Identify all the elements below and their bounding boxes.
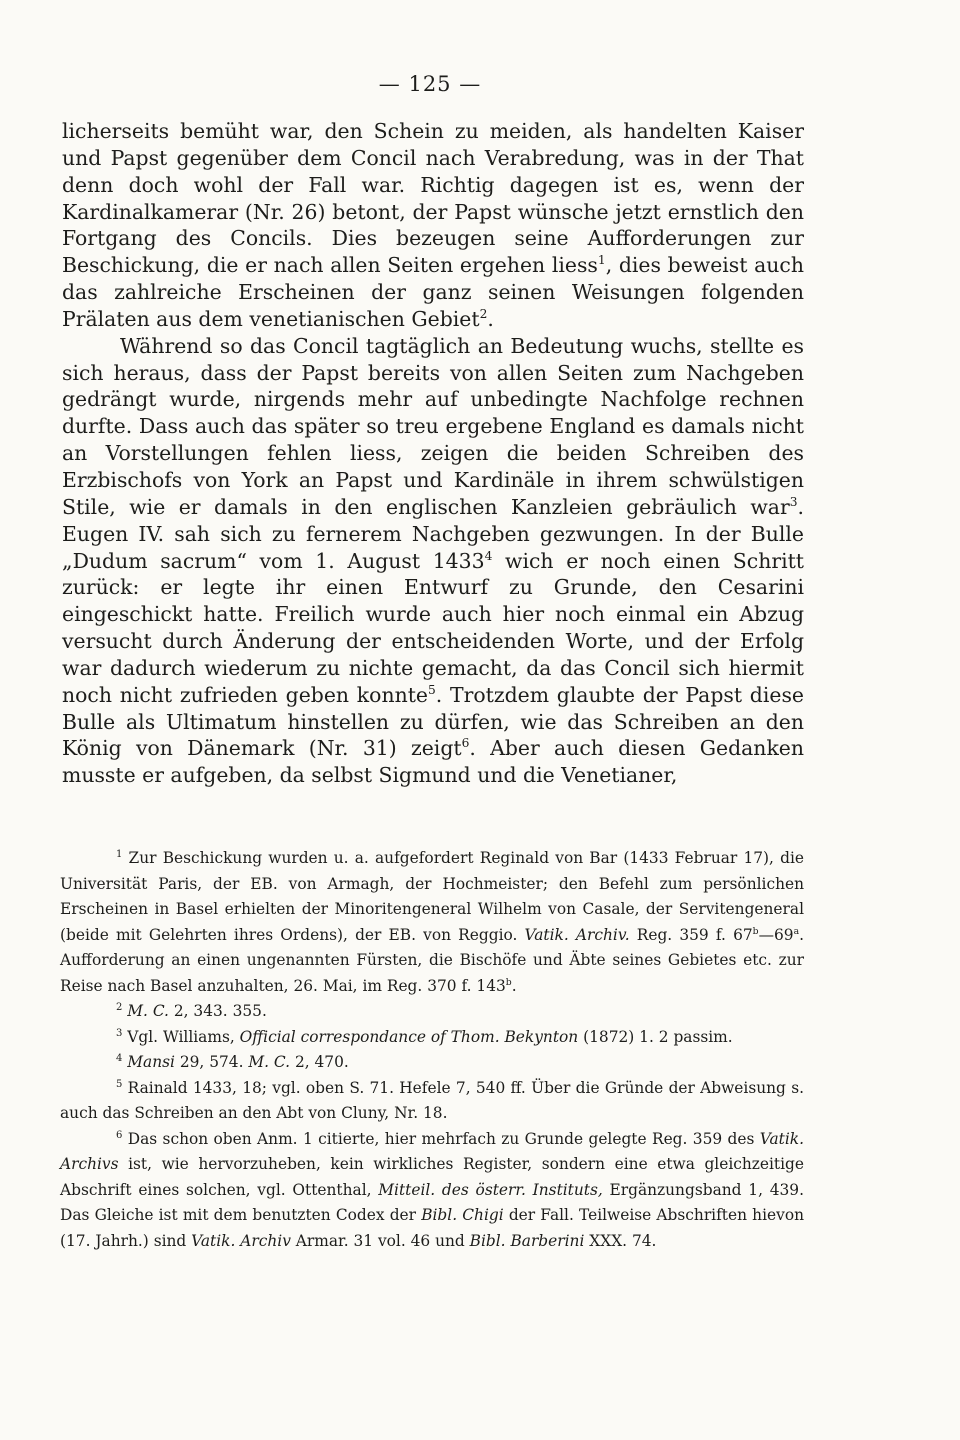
text-run: Vgl. Williams, [122, 1027, 240, 1046]
text-run: (1872) 1. 2 passim. [578, 1027, 733, 1046]
text-run: 2, 470. [290, 1053, 349, 1071]
footnotes [60, 846, 804, 1254]
italic-run: Mansi [127, 1053, 175, 1071]
text-run: . [511, 976, 517, 995]
footnote-5 [60, 1076, 804, 1127]
footnote-ref: 6 [461, 736, 470, 751]
italic-run: Mitteil. des österr. Instituts, [378, 1180, 603, 1199]
text-run: Ergänzungsband 1, 439. Das Gleiche ist mit dem benutzten Codex der [60, 1180, 804, 1224]
text-run: Reg. 359 f. 67 [629, 925, 753, 944]
text-run: 29, 574. [174, 1053, 249, 1071]
footnote-6 [60, 1127, 804, 1255]
italic-run: M. C. [248, 1053, 291, 1071]
text-run: 2, 343. 355. [168, 1002, 267, 1020]
text-run: der Fall. Teilweise Abschriften hievon (17. Jahrh.) sind [60, 1206, 804, 1250]
superscript: b [752, 925, 759, 937]
text-run: —69 [758, 925, 794, 944]
footnote-mark: 3 [116, 1027, 123, 1039]
footnote-mark: 4 [116, 1052, 123, 1064]
footnote-ref: 3 [789, 495, 798, 510]
superscript: b [505, 976, 512, 988]
italic-run: Vatik. Archiv. [524, 925, 630, 944]
superscript: a [793, 925, 800, 937]
text-run: Armar. 31 vol. 46 und [290, 1231, 470, 1250]
main-text [62, 118, 804, 789]
italic-run: Vatik. Archiv [191, 1231, 291, 1250]
text-run: ist, wie hervorzuheben, kein wirkliches Register, sondern eine etwa gleichzeitige Abschrift eines solchen, vgl. Ottenthal, [60, 1155, 804, 1199]
italic-run: M. C. [127, 1002, 169, 1020]
footnote-ref: 1 [597, 253, 606, 268]
text-run: , dies beweist auch das zahlreiche Erscheinen der ganz seinen Weisungen folgenden Prälaten aus dem venetianischen Gebiet [62, 253, 804, 331]
footnote-3 [60, 1025, 804, 1051]
footnote-mark: 6 [116, 1129, 123, 1141]
footnote-mark: 5 [116, 1078, 123, 1090]
italic-run: Bibl. Barberini [469, 1231, 585, 1250]
text-run: Während so das Concil tagtäglich an Bedeutung wuchs, stellte es sich heraus, dass der Papst bereits von allen Seiten zum Nachgeben gedrängt wurde, nirgends mehr auf unbedingte Nachfolge rechnen durfte. Dass auch das später so treu ergebene England es damals nicht an Vorstellungen fehlen liess, zeigen die beiden Schreiben des Erzbischofs von York an Papst und Kardinäle in ihrem schwülstigen Stile, wie er damals in den englischen Kanzleien gebräulich war [62, 333, 804, 519]
text-run: . Aber auch diesen Gedanken musste er aufgeben, da selbst Sigmund und die Venetianer, [62, 736, 804, 788]
text-run: . Trotzdem glaubte der Papst diese Bulle als Ultimatum hinstellen zu dürfen, wie das Schreiben an den König von Dänemark (Nr. 31) zeigt [62, 682, 804, 761]
text-run: Das schon oben Anm. 1 citierte, hier mehrfach zu Grunde gelegte Reg. 359 des [122, 1129, 760, 1148]
text-run: wich er noch einen Schritt zurück: er legte ihr einen Entwurf zu Grunde, den Cesarini eingeschickt hatte. Freilich wurde auch hier noch einmal ein Abzug versucht durch Änderung der entscheidenden Worte, und der Erfolg war dadurch wiederum zu nichte gemacht, da das Concil sich hiermit noch nicht zufrieden geben konnte [62, 548, 804, 707]
footnote-1 [60, 846, 804, 999]
footnote-2 [60, 999, 804, 1025]
footnote-ref: 4 [484, 548, 493, 563]
italic-run: Official correspondance of Thom. Bekynton [239, 1027, 579, 1046]
italic-run: Bibl. Chigi [421, 1206, 504, 1224]
paragraph [62, 118, 804, 333]
footnote-mark: 1 [116, 848, 123, 860]
footnote-mark: 2 [116, 1001, 123, 1013]
text-run: . [487, 306, 494, 331]
footnote-ref: 2 [479, 307, 488, 322]
page-number: — 125 — [378, 72, 482, 96]
footnote-4 [60, 1050, 804, 1076]
text-run: . Eugen IV. sah sich zu fernerem Nachgeben gezwungen. In der Bulle „Dudum sacrum“ vom 1. August 1433 [62, 494, 804, 573]
italic-run: Vatik. Archivs [60, 1129, 804, 1173]
text-run: Rainald 1433, 18; vgl. oben S. 71. Hefele 7, 540 ff. Über die Gründe der Abweisung s. auch das Schreiben an den Abt von Cluny, Nr. 18. [60, 1078, 804, 1122]
paragraph [62, 333, 804, 789]
text-run: XXX. 74. [584, 1231, 657, 1250]
text-run: licherseits bemüht war, den Schein zu meiden, als handelten Kaiser und Papst gegenüber dem Concil nach Verabredung, was in der That denn doch wohl der Fall war. Richtig dagegen ist es, wenn der Kardinalkamerar (Nr. 26) betont, der Papst wünsche jetzt ernstlich den Fortgang des Concils. Dies bezeugen seine Aufforderungen zur Beschickung, die er nach allen Seiten ergehen liess [62, 119, 804, 278]
footnote-ref: 5 [427, 682, 436, 697]
text-run: . Aufforderung an einen ungenannten Fürsten, die Bischöfe und Äbte seines Gebietes etc. zur Reise nach Basel anzuhalten, 26. Mai, im Reg. 370 f. 143 [60, 925, 804, 995]
text-run: Zur Beschickung wurden u. a. aufgefordert Reginald von Bar (1433 Februar 17), die Universität Paris, der EB. von Armagh, der Hochmeister; den Befehl zum persönlichen Erscheinen in Basel erhielten der Minoritengeneral Wilhelm von Casale, der Servitengeneral (beide mit Gelehrten ihres Ordens), der EB. von Reggio. [60, 849, 804, 944]
